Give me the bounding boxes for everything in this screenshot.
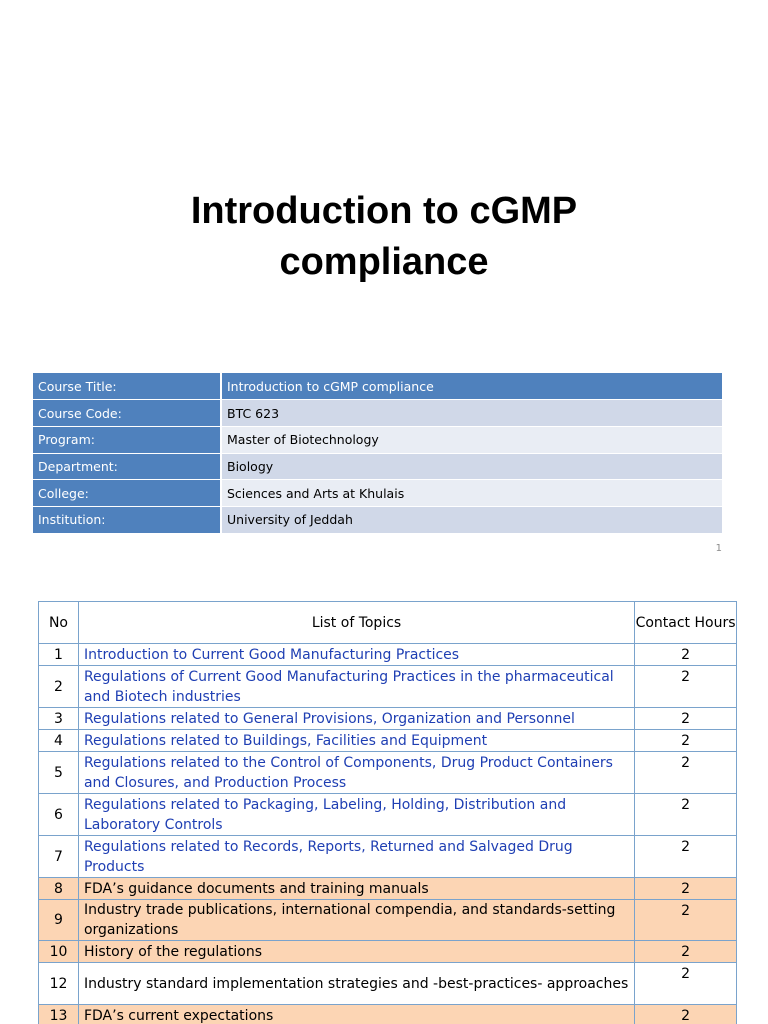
table-row (39, 730, 737, 752)
header-contact-hours: Contact Hours (635, 602, 737, 644)
slide-title-line-2: compliance (279, 241, 489, 283)
row-hours: 2 (635, 730, 737, 752)
table-row (39, 963, 737, 1005)
header-topics: List of Topics (78, 602, 634, 644)
row-topic: Regulations related to Records, Reports, Returned and Salvaged Drug Products (78, 836, 634, 878)
row-topic: FDA’s guidance documents and training manuals (78, 878, 634, 900)
course-info-value: BTC 623 (221, 400, 722, 427)
row-topic: Regulations of Current Good Manufacturing Practices in the pharmaceutical and Biotech industries (78, 666, 634, 708)
row-number: 5 (39, 752, 79, 794)
row-topic: Industry trade publications, international compendia, and standards-setting organizations (78, 900, 634, 941)
table-row (39, 1005, 737, 1024)
course-info-table (33, 373, 722, 534)
row-topic: Industry standard implementation strategies and -best-practices- approaches (78, 963, 634, 1005)
row-hours: 2 (635, 963, 737, 1005)
course-info-row (33, 506, 722, 533)
course-info-row (33, 400, 722, 427)
row-topic: Regulations related to the Control of Components, Drug Product Containers and Closures, and Production Process (78, 752, 634, 794)
course-info-value: Introduction to cGMP compliance (221, 373, 722, 400)
course-info-label: Department: (33, 453, 221, 480)
slide-title (0, 186, 768, 288)
row-number: 6 (39, 794, 79, 836)
row-number: 13 (39, 1005, 79, 1024)
row-topic: FDA’s current expectations (78, 1005, 634, 1024)
row-topic: Introduction to Current Good Manufacturing Practices (78, 644, 634, 666)
table-row (39, 900, 737, 941)
course-info-row (33, 373, 722, 400)
row-number: 4 (39, 730, 79, 752)
row-number: 3 (39, 708, 79, 730)
row-hours: 2 (635, 708, 737, 730)
table-row (39, 752, 737, 794)
course-info-label: College: (33, 480, 221, 507)
row-topic: History of the regulations (78, 941, 634, 963)
course-info-row (33, 480, 722, 507)
table-row (39, 941, 737, 963)
header-no: No (39, 602, 79, 644)
row-number: 7 (39, 836, 79, 878)
row-topic: Regulations related to Buildings, Facilities and Equipment (78, 730, 634, 752)
table-row (39, 836, 737, 878)
row-hours: 2 (635, 878, 737, 900)
row-hours: 2 (635, 1005, 737, 1024)
course-info-label: Program: (33, 426, 221, 453)
row-hours: 2 (635, 666, 737, 708)
row-hours: 2 (635, 794, 737, 836)
row-hours: 2 (635, 836, 737, 878)
table-row (39, 708, 737, 730)
row-hours: 2 (635, 644, 737, 666)
course-info-value: Biology (221, 453, 722, 480)
topics-table (38, 601, 737, 1024)
slide-title-line-1: Introduction to cGMP (190, 190, 578, 232)
row-number: 9 (39, 900, 79, 941)
row-number: 1 (39, 644, 79, 666)
row-hours: 2 (635, 752, 737, 794)
row-number: 12 (39, 963, 79, 1005)
table-row (39, 666, 737, 708)
row-number: 2 (39, 666, 79, 708)
row-topic: Regulations related to Packaging, Labeling, Holding, Distribution and Laboratory Controls (78, 794, 634, 836)
course-info-row (33, 453, 722, 480)
course-info-value: University of Jeddah (221, 506, 722, 533)
row-number: 10 (39, 941, 79, 963)
course-info-value: Sciences and Arts at Khulais (221, 480, 722, 507)
table-row (39, 794, 737, 836)
row-number: 8 (39, 878, 79, 900)
table-row (39, 878, 737, 900)
course-info-value: Master of Biotechnology (221, 426, 722, 453)
course-info-row (33, 426, 722, 453)
row-hours: 2 (635, 941, 737, 963)
course-info-label: Course Code: (33, 400, 221, 427)
course-info-label: Course Title: (33, 373, 221, 400)
row-topic: Regulations related to General Provisions, Organization and Personnel (78, 708, 634, 730)
row-hours: 2 (635, 900, 737, 941)
page-number: 1 (715, 543, 722, 554)
course-info-label: Institution: (33, 506, 221, 533)
topics-header-row (39, 602, 737, 644)
table-row (39, 644, 737, 666)
